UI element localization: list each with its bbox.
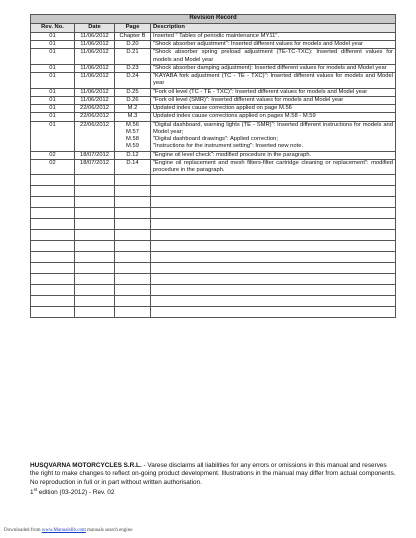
cell-description: "Fork oil level (TC - TE - TXC)": Inserted different values for models and Model year [151, 88, 396, 96]
cell-rev: 01 [31, 121, 75, 151]
empty-cell [75, 263, 115, 274]
empty-cell [115, 175, 151, 186]
empty-cell [115, 252, 151, 263]
empty-table-row [31, 208, 396, 219]
cell-date: 11/06/2012 [75, 73, 115, 88]
empty-cell [151, 186, 396, 197]
cell-description: "Digital dashboard, warning lights (TE - SMR)": Inserted different instructions for models and Model year; "Digital dashboard drawings": Applied correction; "Instructions for the instrument setting": Inserted new note. [151, 121, 396, 151]
cell-date: 11/06/2012 [75, 64, 115, 72]
empty-cell [151, 263, 396, 274]
empty-cell [151, 219, 396, 230]
table-row [31, 33, 396, 41]
empty-cell [31, 263, 75, 274]
empty-cell [31, 274, 75, 285]
cell-page: D.12 [115, 151, 151, 159]
empty-cell [75, 219, 115, 230]
empty-table-row [31, 263, 396, 274]
cell-date: 11/06/2012 [75, 88, 115, 96]
cell-description: "Shock absorber damping adjustment): Inserted different values for models and Model year [151, 64, 396, 72]
download-watermark: Downloaded from www.Manualslib.com manuals search engine [4, 528, 133, 533]
empty-cell [151, 285, 396, 296]
table-body [31, 33, 396, 318]
empty-cell [115, 230, 151, 241]
empty-cell [31, 208, 75, 219]
table-row [31, 41, 396, 49]
cell-page: D.20 [115, 41, 151, 49]
cell-description: "Shock absorber spring preload adjustment (TE-TC-TXC): Inserted different values for models and Model year [151, 49, 396, 64]
cell-rev: 01 [31, 96, 75, 104]
empty-cell [31, 241, 75, 252]
cell-rev: 02 [31, 151, 75, 159]
table-row [31, 88, 396, 96]
empty-cell [151, 296, 396, 307]
cell-date: 11/06/2012 [75, 41, 115, 49]
empty-cell [31, 186, 75, 197]
cell-description: "Engine oil replacement and mesh filters-filter cartridge cleaning or replacement": modified procedure in the paragraph. [151, 159, 396, 174]
table-row [31, 49, 396, 64]
empty-table-row [31, 186, 396, 197]
table-row [31, 159, 396, 174]
empty-cell [75, 307, 115, 318]
empty-table-row [31, 175, 396, 186]
empty-cell [31, 197, 75, 208]
cell-page: M.3 [115, 113, 151, 121]
table-title: Revision Record [31, 15, 396, 24]
empty-cell [151, 230, 396, 241]
cell-description: Updated index cause corrections applied on pages M.58 - M.59 [151, 113, 396, 121]
cell-rev: 01 [31, 49, 75, 64]
cell-page: Chapter B [115, 33, 151, 41]
cell-date: 22/06/2012 [75, 121, 115, 151]
cell-description: Inserted " Tables of periodic maintenance MY11". [151, 33, 396, 41]
col-header-description: Description [151, 24, 396, 33]
table-row [31, 113, 396, 121]
revision-record-table [30, 14, 396, 318]
empty-cell [115, 296, 151, 307]
empty-cell [31, 175, 75, 186]
empty-cell [151, 307, 396, 318]
empty-cell [151, 208, 396, 219]
footer-disclaimer [30, 462, 396, 497]
cell-rev: 01 [31, 105, 75, 113]
empty-cell [115, 274, 151, 285]
cell-description: "Fork oil level (SMR)": Inserted different values for models and Model year [151, 96, 396, 104]
empty-cell [75, 197, 115, 208]
cell-page: M.2 [115, 105, 151, 113]
table-row [31, 151, 396, 159]
empty-table-row [31, 252, 396, 263]
empty-cell [31, 285, 75, 296]
cell-date: 18/07/2012 [75, 159, 115, 174]
cell-rev: 01 [31, 33, 75, 41]
empty-table-row [31, 274, 396, 285]
empty-table-row [31, 296, 396, 307]
empty-cell [75, 186, 115, 197]
footer-company: HUSQVARNA MOTORCYCLES S.R.L. [30, 462, 142, 469]
table-header-row [31, 24, 396, 33]
cell-rev: 02 [31, 159, 75, 174]
table-row [31, 64, 396, 72]
cell-date: 11/06/2012 [75, 49, 115, 64]
footer-text: - Varese disclaims all liabilities for any errors or omissions in this manual and reserves the right to make changes to reflect on-going product development. Illustrations in the manual may differ from actual components. No reproduction in full or in part without written authorisation. [30, 462, 396, 486]
cell-page: D.26 [115, 96, 151, 104]
table-row [31, 73, 396, 88]
empty-cell [115, 263, 151, 274]
empty-cell [151, 274, 396, 285]
empty-cell [151, 197, 396, 208]
cell-description: "KAYABA fork adjustment (TC - TE - TXC)": Inserted different values for models and Model year [151, 73, 396, 88]
table-row [31, 121, 396, 151]
empty-cell [75, 252, 115, 263]
cell-date: 22/06/2012 [75, 105, 115, 113]
table-row [31, 96, 396, 104]
empty-cell [31, 296, 75, 307]
manualslib-link[interactable]: www.Manualslib.com [41, 528, 86, 533]
empty-table-row [31, 197, 396, 208]
empty-table-row [31, 219, 396, 230]
empty-cell [31, 230, 75, 241]
cell-rev: 01 [31, 41, 75, 49]
cell-page: D.23 [115, 64, 151, 72]
cell-description: "Engine oil level check": modified procedure in the paragraph. [151, 151, 396, 159]
cell-page: D.24 [115, 73, 151, 88]
empty-cell [75, 241, 115, 252]
empty-cell [115, 197, 151, 208]
empty-cell [115, 186, 151, 197]
empty-cell [115, 208, 151, 219]
col-header-page: Page [115, 24, 151, 33]
cell-date: 11/06/2012 [75, 96, 115, 104]
empty-cell [31, 252, 75, 263]
empty-cell [115, 285, 151, 296]
empty-cell [75, 285, 115, 296]
cell-rev: 01 [31, 88, 75, 96]
empty-cell [151, 252, 396, 263]
empty-cell [75, 296, 115, 307]
empty-table-row [31, 285, 396, 296]
empty-table-row [31, 230, 396, 241]
empty-cell [75, 208, 115, 219]
cell-date: 22/06/2012 [75, 113, 115, 121]
empty-cell [151, 175, 396, 186]
footer-edition: 1st edition (03-2012) - Rev. 02 [30, 486, 115, 497]
empty-table-row [31, 241, 396, 252]
table-row [31, 105, 396, 113]
cell-date: 18/07/2012 [75, 151, 115, 159]
empty-cell [115, 241, 151, 252]
empty-cell [75, 274, 115, 285]
cell-rev: 01 [31, 64, 75, 72]
cell-description: "Shock absorber adjustment": Inserted different values for models and Model year [151, 41, 396, 49]
empty-cell [75, 175, 115, 186]
empty-cell [115, 307, 151, 318]
cell-page: D.25 [115, 88, 151, 96]
empty-cell [115, 219, 151, 230]
cell-date: 11/06/2012 [75, 33, 115, 41]
empty-table-row [31, 307, 396, 318]
empty-cell [31, 219, 75, 230]
empty-cell [151, 241, 396, 252]
col-header-date: Date [75, 24, 115, 33]
empty-cell [31, 307, 75, 318]
empty-cell [75, 230, 115, 241]
cell-page: D.14 [115, 159, 151, 174]
cell-rev: 01 [31, 73, 75, 88]
cell-page: M.56 M.57 M.58 M.59 [115, 121, 151, 151]
col-header-rev: Rev. No. [31, 24, 75, 33]
cell-description: Updated index cause correction applied on page M.56 [151, 105, 396, 113]
cell-page: D.21 [115, 49, 151, 64]
cell-rev: 01 [31, 113, 75, 121]
